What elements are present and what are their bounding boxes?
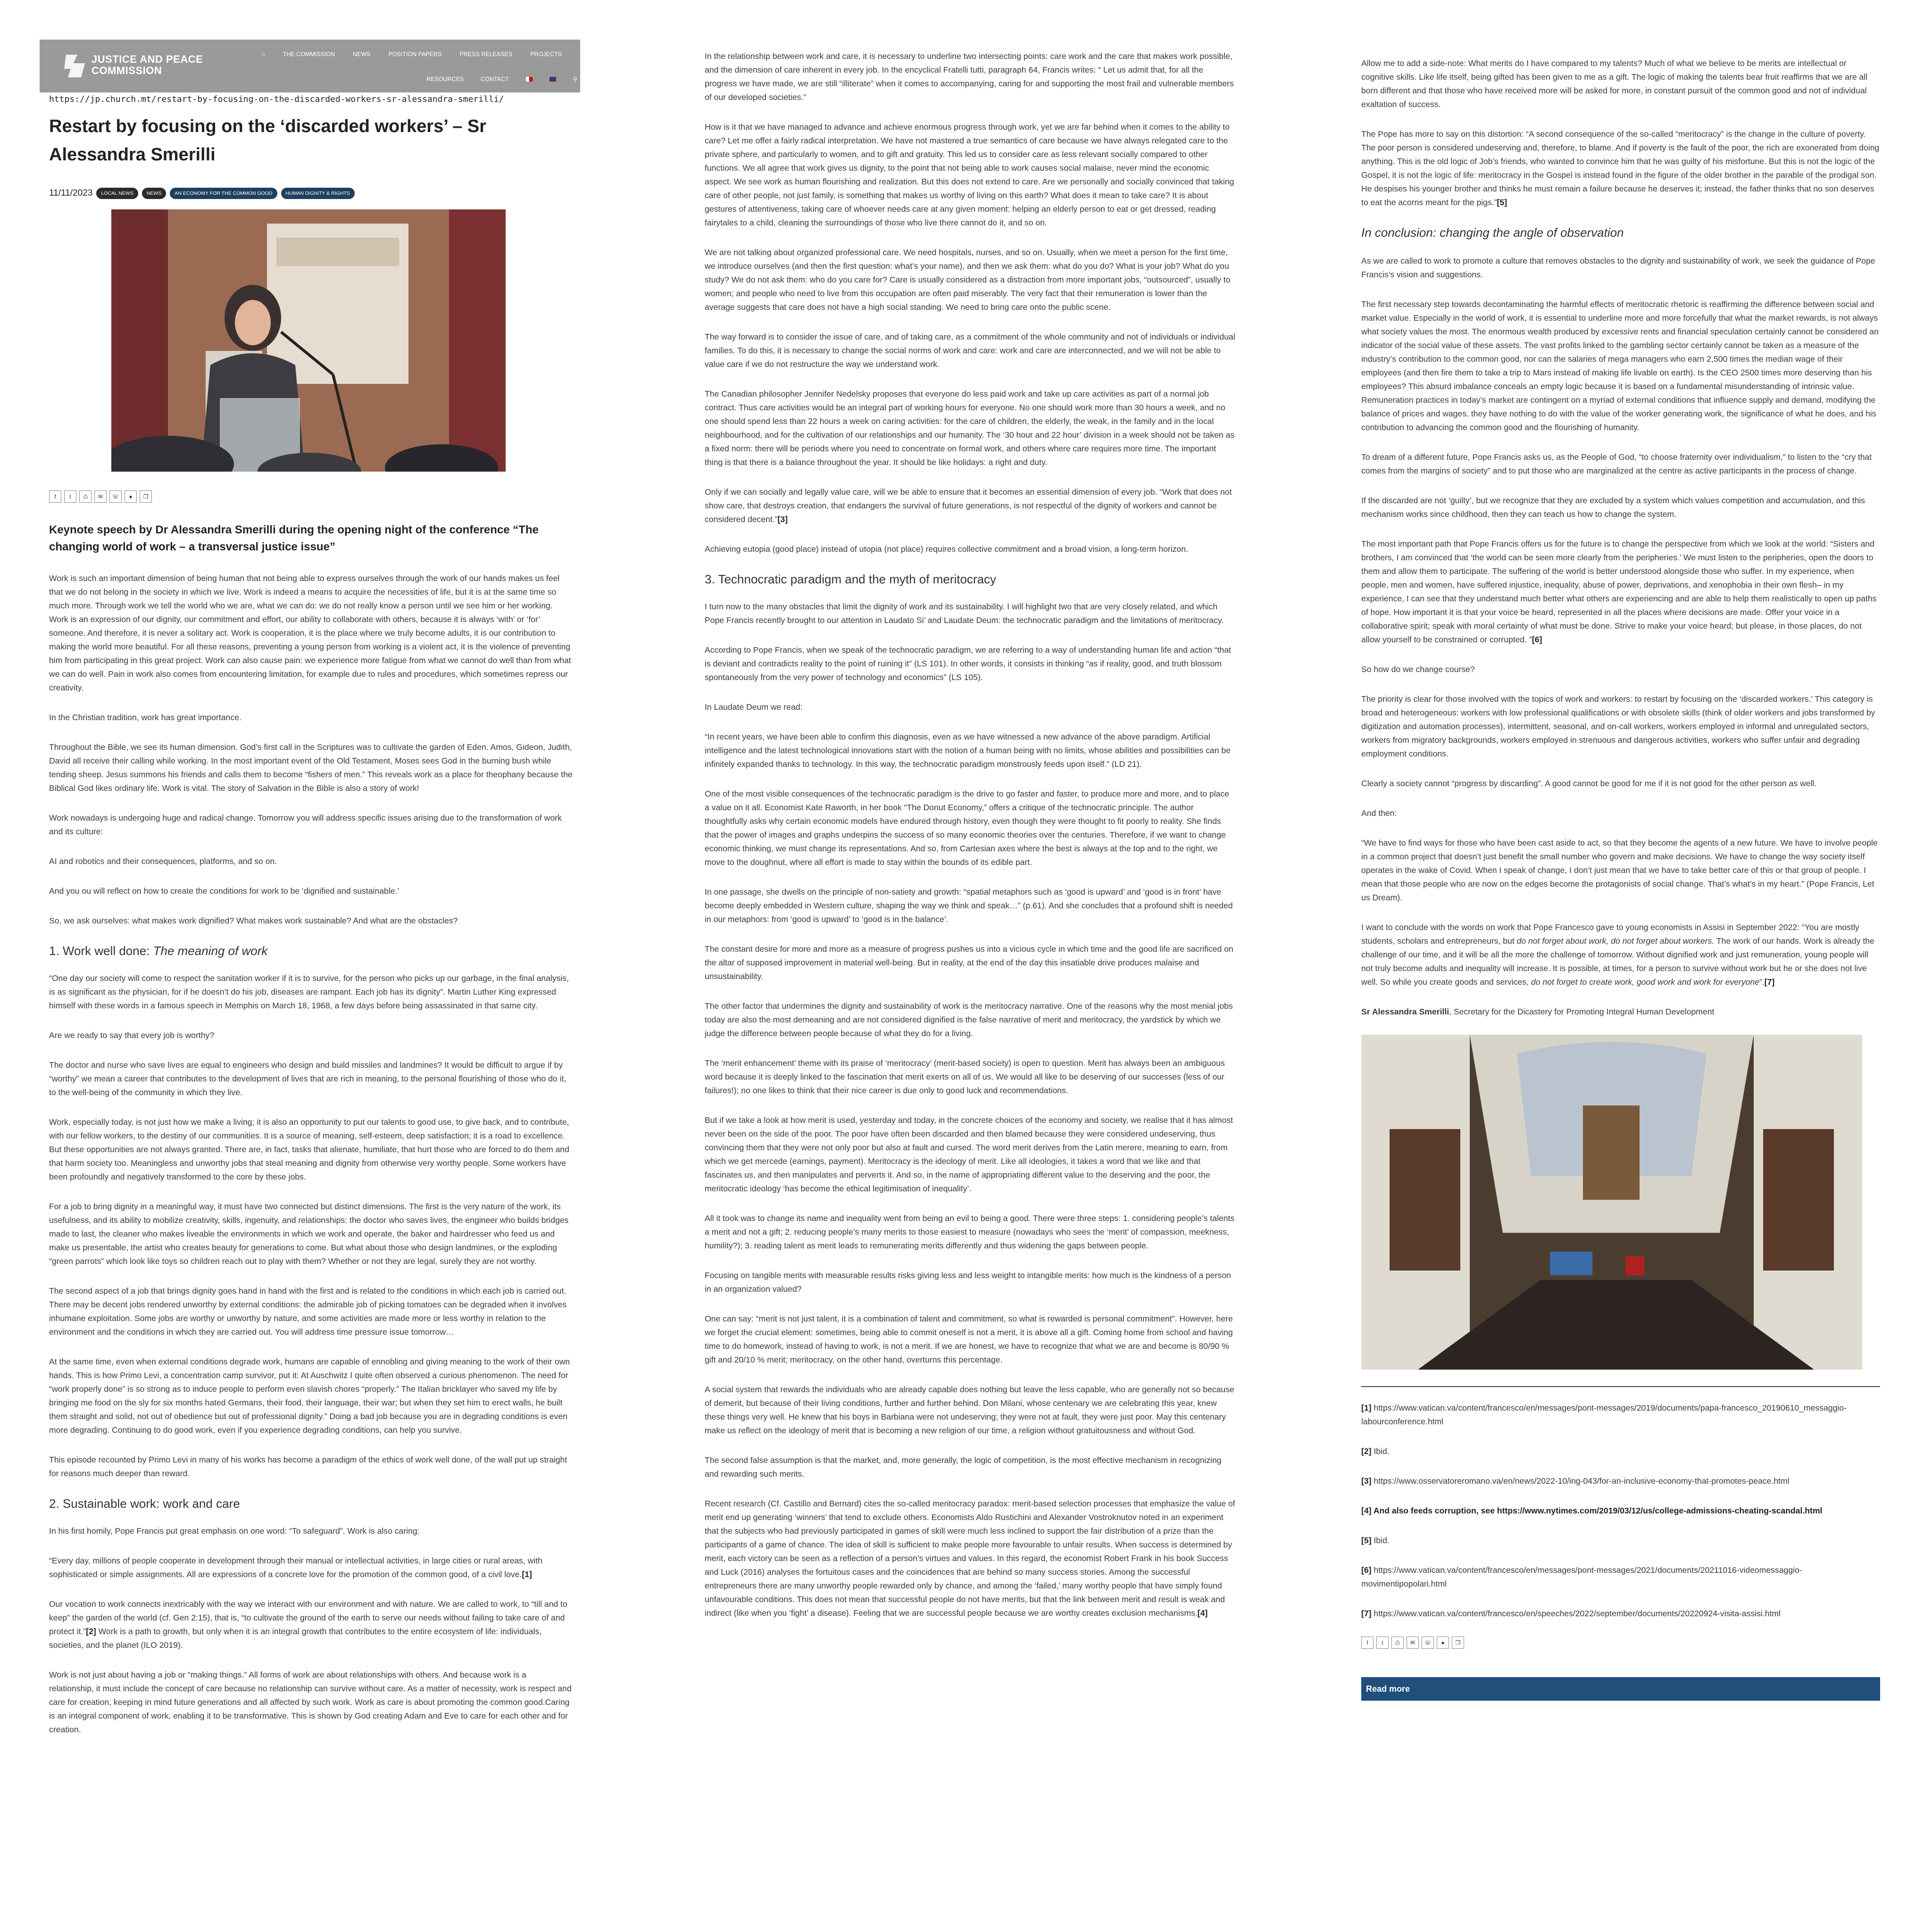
paragraph: Are we ready to say that every job is worthy?	[49, 1030, 215, 1040]
messenger-icon[interactable]: ●	[125, 490, 137, 503]
email-icon[interactable]: ✉	[1407, 1637, 1419, 1649]
paragraph: This episode recounted by Primo Levi in many of his works has become a paradigm of the ethics of work well done, of the wall put up straight for reasons much deeper than reward.	[49, 1455, 567, 1478]
tag-news[interactable]: NEWS	[142, 188, 167, 199]
paragraph: In Laudate Deum we read:	[705, 702, 803, 712]
paragraph: As we are called to work to promote a culture that removes obstacles to the dignity and sustainability of work, we seek the guidance of Pope Francis’s vision and suggestions.	[1361, 256, 1875, 279]
footnote-number[interactable]: [6]	[1361, 1565, 1372, 1575]
logo-line-1: JUSTICE AND PEACE	[92, 53, 203, 65]
footnote-3	[1361, 1474, 1880, 1488]
footnotes-divider	[1361, 1386, 1880, 1387]
footnote-number[interactable]: [5]	[1361, 1536, 1372, 1545]
paragraph: Allow me to add a side-note: What merits do I have compared to my talents? Much of what we believe to be merits are intellectual or cognitive skills. Like life itself, being gifted has been given to me as a gift. The logic of making the talents bear fruit reaffirms that we are all born different and that those who have received more will be asked for more, in constant pursuit of the common good and not of individual exaltation of success.	[1361, 58, 1868, 109]
paragraph	[705, 485, 1236, 526]
paragraph	[1361, 921, 1880, 989]
paragraph-text: Our vocation to work connects inextricably with the way we interact with our environment and with nature. We are called to work, to “till and to keep” the garden of the world (cf. Gen 2:15), that is, “to cultivate the ground of the earth to serve our needs without failing to take care of and protect it.”	[49, 1599, 567, 1636]
footnote-text: Ibid.	[1371, 1446, 1390, 1456]
logo-line-2: COMMISSION	[92, 65, 162, 76]
paragraph: Work nowadays is undergoing huge and radical change. Tomorrow you will address specific issues arising due to the transformation of work and its culture:	[49, 813, 562, 836]
paragraph: The ‘merit enhancement’ theme with its praise of ‘meritocracy’ (merit-based society) is open to question. Merit has always been an ambiguous word because it is deeply linked to the fascination that merit exerts on all of us. We would all like to be deserving of our successes (less of our failures!); no one likes to think that their nice career is due only to good luck and recommendations.	[705, 1058, 1225, 1095]
paragraph: In his first homily, Pope Francis put great emphasis on one word: “To safeguard”. Work is also caring:	[49, 1526, 420, 1536]
paragraph: The second false assumption is that the market, and, more generally, the logic of competition, is the most effective mechanism in recognizing and rewarding such merits.	[705, 1455, 1222, 1479]
footnote-number[interactable]: [3]	[1361, 1476, 1372, 1486]
home-icon[interactable]: ⌂	[261, 51, 265, 58]
footnote-text[interactable]: https://www.vatican.va/content/francesco/en/messages/pont-messages/2019/documents/papa-francesco_20190610_messaggio-labourconference.html	[1361, 1403, 1847, 1426]
paragraph: The other factor that undermines the dignity and sustainability of work is the meritocracy narrative. One of the reasons why the most menial jobs today are also the most demeaning and are not considered dignified is the false narrative of merit and meritocracy, the yardstick by which we judge the difference between people because of what they do for a living.	[705, 1001, 1233, 1038]
section-heading-conclusion: In conclusion: changing the angle of observation	[1361, 225, 1624, 240]
copy-icon[interactable]: ❐	[140, 490, 152, 503]
nav-press-releases[interactable]: PRESS RELEASES	[459, 51, 513, 58]
paragraph: Work, especially today, is not just how we make a living; it is also an opportunity to put our talents to good use, to give back, and to contribute, with our fellow workers, to the destiny of our communities. It is a source of meaning, self-esteem, deep satisfaction; it is a road to excellence. But these opportunities are not always granted. There are, in fact, tasks that alienate, humiliate, that hurt those who are forced to do them and that harm society too. Meaningless and unworthy jobs that steal meaning and dignity from otherwise very worthy people. Some workers have been profoundly and negatively transformed to the core by these jobs.	[49, 1117, 569, 1181]
tag-local-news[interactable]: LOCAL NEWS	[96, 188, 138, 199]
page-title: Restart by focusing on the ‘discarded workers’ – Sr Alessandra Smerilli	[49, 116, 487, 165]
paragraph: Work is such an important dimension of being human that not being able to express ourselves through the work of our hands makes us feel that we do not belong in the society in which we live. Work is indeed a means to acquire the necessities of life, but it is at the same time so much more. Through work we tell the world who we are, what we can do: we do not really know a person until we see him or her working. Work is an expression of our dignity, our commitment and effort, our ability to collaborate with others, because it is always ‘with’ or ‘for’ someone. And therefore, it is never a solitary act. Work is cooperation, it is the place where we truly become adults, it is our contribution to making the world more beautiful. For all these reasons, preventing a young person from working is a violent act, it is the violence of preventing him from participating in this great project. Work can also cause pain: we experience more fatigue from what we cannot do well than from what we can do well. Pain in work also comes from encountering limitation, for example due to rules and procedures, which sometimes repress our creativity.	[49, 573, 571, 692]
footnote-2	[1361, 1445, 1880, 1458]
paragraph: Work is not just about having a job or “making things.” All forms of work are about relationships with others. And because work is a relationship, it must include the concept of care because no relationship can survive without care. As a matter of necessity, work is respect and care for creation, keeping in mind future generations and all affected by such work. Work as care is about promoting the common good.Caring is an integral component of work, enabling it to be transformative. This is shown by God creating Adam and Eve to care for each other and for creation.	[49, 1670, 572, 1734]
footnote-link-2[interactable]: [2]	[86, 1627, 96, 1636]
footnote-link-7[interactable]: [7]	[1764, 977, 1775, 987]
paragraph	[1361, 127, 1880, 209]
paragraph: In the Christian tradition, work has great importance.	[49, 713, 242, 722]
section-heading-1-em: The meaning of work	[153, 944, 268, 958]
footnote-link-1[interactable]: [1]	[522, 1570, 532, 1579]
footnote-5	[1361, 1534, 1880, 1547]
paragraph: In the relationship between work and care, it is necessary to underline two intersecting points: care work and the care that makes work possible, and the dimension of care inherent in every job. In the encyclical Fratelli tutti, paragraph 64, Francis writes: “ Let us admit that, for all the progress we have made, we are still “illiterate” when it comes to accompanying, caring for and supporting the most frail and vulnerable members of our developed societies.”	[705, 51, 1234, 102]
flag-maltese-icon[interactable]	[526, 77, 533, 82]
share-bar-bottom	[1361, 1637, 1880, 1649]
section-heading-3: 3. Technocratic paradigm and the myth of meritocracy	[705, 572, 997, 586]
paragraph-text: The Pope has more to say on this distortion: “A second consequence of the so-called “meritocracy” is the change in the culture of poverty. The poor person is considered undeserving and, therefore, to blame. And if poverty is the fault of the poor, the rich are exonerated from doing anything. This is the old logic of Job’s friends, who wanted to convince him that he was guilty of his misfortune. But this is not the logic of the Gospel, it is not the logic of life: meritocracy in the Gospel is instead found in the figure of the older brother in the parable of the prodigal son. He despises his younger brother and thinks he must remain a failure because he deserves it; instead, the father thinks that no son deserves to eat the acorns meant for the pigs.”	[1361, 129, 1880, 207]
article-column-2	[705, 50, 1236, 1636]
section-heading-1-number: 1. Work well done:	[49, 944, 153, 958]
article-column-3	[1361, 57, 1880, 1701]
paragraph: But if we take a look at how merit is used, yesterday and today, in the concrete choices of the economy and society, we realise that it has almost never been on the side of the poor. The poor have often been discarded and then blamed because they were considered undeserving, thus convincing them that they were not only poor but also at fault and cursed. The word merit derives from the Latin merere, meaning to earn, from which we get mercede (earnings, payment). Meritocracy is the ideology of merit. Like all ideologies, it takes a word that we like and that fascinates us, and then manipulates and perverts it. And so, in the name of appropriating different value to the deserving and the poor, the meritocratic ideology ‘has become the ethical legitimisation of inequality’.	[705, 1115, 1233, 1193]
signature-role: , Secretary for the Dicastery for Promoting Integral Human Development	[1449, 1007, 1715, 1016]
print-icon[interactable]: ⎙	[1391, 1637, 1404, 1649]
paragraph-text: The most important path that Pope Francis offers us for the future is to change the perspective from which we look at the world: “Sisters and brothers, I am convinced that ‘the world can be seen more clearly from the peripheries.’ We must listen to the peripheries, open the doors to them and allow them to participate. The suffering of the world is better understood alongside those who suffer. In my experience, when people, men and women, have suffered injustice, inequality, abuse of power, deprivations, and xenophobia in their own flesh– in my experience, I can see that they understand much better what others are experiencing and are able to help them realistically to open up paths of hope. How important it is that your voice be heard, represented in all the places where decisions are made. Offer your voice in a collaborative spirit; speak with moral certainty of what must be done. Strive to make your voice heard; but please, in those places, do not allow yourself to be constrained or corrupted. ”	[1361, 539, 1877, 644]
footnote-number[interactable]: [4]	[1361, 1506, 1372, 1515]
paragraph: AI and robotics and their consequences, platforms, and so on.	[49, 856, 277, 866]
paragraph-text: The work of our hands. Work is already the challenge of our time, and it will be all the more the challenge of tomorrow. Without dignified work and just remuneration, young people will not truly become adults and inequality will increase. It is possible, at times, for a person to survive without work but he or she does not live well. So while you create goods and services,	[1361, 936, 1874, 987]
footnote-text[interactable]: https://www.vatican.va/content/francesco/en/messages/pont-messages/2021/documents/20211016-videomessaggio-movimentipopolari.html	[1361, 1565, 1802, 1588]
quote-text: “Every day, millions of people cooperate in development through their manual or intellectual activities, in large cities or rural areas, with sophisticated or simple assignments. All are expressions of a concrete love for the promotion of the common good, of a civil love.	[49, 1556, 543, 1579]
share-bar-top	[49, 490, 152, 503]
messenger-icon[interactable]: ●	[1437, 1637, 1449, 1649]
paragraph: I turn now to the many obstacles that limit the dignity of work and its sustainability. I will highlight two that are very closely related, and which Pope Francis recently brought to our attention in Laudato Si’ and Laudate Deum: the technocratic paradigm and the limitations of meritocracy.	[705, 602, 1224, 625]
footnote-number[interactable]: [2]	[1361, 1446, 1372, 1456]
section-heading-1	[49, 944, 573, 958]
paragraph: In one passage, she dwells on the principle of non-satiety and growth: “spatial metaphors such as ‘good is upward’ and ‘good is in front’ have become deeply embedded in Western culture, shaping the way we think and speak…” (p.61). And she concludes that a profound shift is needed in our metaphors: from ‘good is upward’ to ‘good is in the balance’.	[705, 887, 1233, 924]
facebook-icon[interactable]: f	[1361, 1637, 1374, 1649]
logo-text[interactable]	[92, 54, 203, 76]
post-date: 11/11/2023	[49, 188, 93, 198]
footnote-link-4[interactable]: [4]	[1197, 1608, 1208, 1618]
paragraph: The Canadian philosopher Jennifer Nedelsky proposes that everyone do less paid work and take up care activities as part of a normal job contract. Thus care activities would be an integral part of working hours for everyone. No one should work more than 30 hours a week, and no one should spend less than 22 hours a week on caring activities: for the care of children, the elderly, the weak, in the family and in the local neighbourhood, and for the cultivation of our relationships and our humanity. The ‘30 hour and 22 hour’ division in a week should not be taken as a fixed norm: there will be periods where you need to concentrate on formal work, and others where care requires more time. The important thing is that there is a balance throughout the year. It should be like holidays: a right and duty.	[705, 389, 1235, 467]
paragraph-text: Recent research (Cf. Castillo and Bernard) cites the so-called meritocracy paradox: merit-based selection processes that emphasize the value of merit end up generating ‘winners’ that tend to exclude others. Economists Aldo Rustichini and Alexander Vostroknutov noted in an experiment that the subjects who had previously participated in games of skill were much less inclined to support the fair distribution of a prize than the participants of a game of chance. The idea of skill is sufficient to make people more favourable to unfair results. When success is determined by merit, each victory can be seen as a reflection of a person’s virtues and values. In this regard, the economist Robert Frank in his book Success and Luck (2016) analyses the fortuitous cases and the coincidences that are behind so many success stories. Among the successful entrepreneurs there are many unworthy people rewarded only by chance, and among the ‘failed,’ many worthy people that have simply found unfavourable conditions. This does not mean that successful people do not have merits, but that the link between merit and result is weak and indirect (like when you ‘fight’ a disease). Feeling that we are successful people because we are worthy creates exclusion mechanisms.	[705, 1499, 1235, 1618]
whatsapp-icon[interactable]: ☏	[1422, 1637, 1434, 1649]
paragraph: One can say: “merit is not just talent, it is a combination of talent and commitment, so what is rewarded is personal commitment”. However, here we forget the crucial element: sometimes, being able to commit oneself is not a merit, it is above all a gift. Coming home from school and having time to do homework, instead of having to work, is not a merit. If we are honest, we have to recognize that what we are and become is 80/90 % gift and 20/10 % merit; meritocracy, on the other hand, overturns this percentage.	[705, 1314, 1233, 1364]
secondary-nav	[426, 75, 577, 83]
paragraph: The constant desire for more and more as a measure of progress pushes us into a vicious cycle in which time and the good life are sacrificed on the altar of supposed improvement in material well-being. But in reality, at the end of the day this insatiable drive produces malaise and unsustainability.	[705, 944, 1233, 981]
footnote-link-6[interactable]: [6]	[1532, 635, 1542, 644]
site-header	[40, 40, 580, 92]
nav-resources[interactable]: RESOURCES	[426, 75, 464, 83]
tag-economy-common-good[interactable]: AN ECONOMY FOR THE COMMON GOOD	[170, 188, 277, 199]
signature-name: Sr Alessandra Smerilli	[1361, 1007, 1449, 1016]
nav-news[interactable]: NEWS	[352, 51, 371, 58]
twitter-icon[interactable]: t	[64, 490, 76, 503]
paragraph: How is it that we have managed to advance and achieve enormous progress through work, yet we are far behind when it comes to the ability to care? Let me offer a fairly radical interpretation. We have not mastered a true semantics of care because we have always relegated care to the private sphere, and particularly to women, and to gift and gratuity. This led us to consider care as less relevant socially compared to other functions. We all agree that work gives us dignity, to the point that not being able to work causes social malaise, never mind the economic aspect. We see work as human flourishing and realization. But this does not extend to care. Are we personally and socially convinced that taking care of other people, not just family, is something that makes us worthy of living on this earth? What does it mean to take care? It is about gestures of attentiveness, taking care of whoever needs care at any given moment: helping an elderly person to eat or get dressed, reading fairytales to a child, cleaning the surroundings of those who live there cannot do it, and so on.	[705, 122, 1234, 227]
paragraph: The priority is clear for those involved with the topics of work and workers: to restart by focusing on the ‘discarded workers.’ This category is broad and heterogeneous: workers with low professional qualifications or with obsolete skills (think of older workers and jobs transformed by digitization and automation processes), intermittent, seasonal, and on-call workers, workers employed in informal and unregulated sectors, workers from migratory backgrounds, workers employed in strenuous and dangerous activities, workers who suffer unfair and degrading employment conditions.	[1361, 694, 1875, 758]
copy-icon[interactable]: ❐	[1452, 1637, 1464, 1649]
logo-icon[interactable]	[63, 53, 88, 79]
paragraph: So, we ask ourselves: what makes work dignified? What makes work sustainable? And what are the obstacles?	[49, 916, 458, 925]
paragraph: A social system that rewards the individuals who are already capable does nothing but leave the less capable, who are generally not so because of demerit, but because of their living conditions, further and further behind. Don Milani, whose centenary we are celebrating this year, knew these things very well. He knew that his boys in Barbiana were not undeserving; they were not at fault, they were just poor. May this centenary make us reflect on the ideology of merit that is becoming a new religion of our time, a religion without gratuitousness and without God.	[705, 1385, 1234, 1435]
article-column-1	[49, 572, 573, 1753]
read-more-button[interactable]: Read more	[1361, 1677, 1880, 1701]
paragraph: At the same time, even when external conditions degrade work, humans are capable of ennobling and giving meaning to the work of their own hands. This is how Primo Levi, a concentration camp survivor, put it: At Auschwitz I quite often observed a curious phenomenon. The need for “work properly done” is so strong as to induce people to perform even slavish chores “properly.” The Italian bricklayer who saved my life by bringing me food on the sly for six months hated Germans, their food, their language, their war; but when they set him to erect walls, he built them straight and solid, not out of obedience but out of professional dignity.” Doing a bad job because you are in degrading conditions is even more degrading. Continuing to do good work, even if you experience degrading conditions, can help you survive.	[49, 1357, 570, 1435]
post-meta	[49, 188, 355, 199]
print-icon[interactable]: ⎙	[79, 490, 92, 503]
paragraph	[1361, 537, 1880, 647]
footnote-text: Ibid.	[1371, 1536, 1390, 1545]
section-heading-2: 2. Sustainable work: work and care	[49, 1496, 240, 1511]
paragraph: We are not talking about organized professional care. We need hospitals, nurses, and so on. Usually, when we meet a person for the first time, we introduce ourselves (and then the first question: what’s your name), and then we ask them: what do you do? What is your job? What do you study? We do not ask them: who do you care for? Care is usually considered as a distraction from more important jobs, “outsourced”, usually to women; and people who need to live from this occupation are often paid miserably. The very fact that their remuneration is lower than the average suggests that care does not have a high social standing. We need to bring care onto the public scene.	[705, 248, 1231, 312]
paragraph-text: Only if we can socially and legally value care, will we be able to ensure that it becomes an essential dimension of every job. “Work that does not show care, that destroys creation, that endangers the survival of future generations, is not respectful of the dignity of workers and cannot be considered decent.”	[705, 487, 1232, 524]
footnote-7	[1361, 1607, 1880, 1621]
footnote-1	[1361, 1401, 1880, 1429]
paragraph-text: ”.	[1759, 977, 1765, 987]
paragraph: Throughout the Bible, we see its human dimension. God’s first call in the Scriptures was to cultivate the garden of Eden. Amos, Gideon, Judith, David all receive their calling while working. In the most important event of the Old Testament, Moses sees God in the burning bush while tending sheep. Jesus summons his friends and calls them to become “fishers of men.” This reveals work as a place for theophany because the Biblical God likes ordinary life. Work is vital. The story of Salvation in the Bible is also a story of work!	[49, 742, 573, 793]
paragraph: So how do we change course?	[1361, 665, 1475, 674]
paragraph: And then:	[1361, 808, 1397, 818]
paragraph	[49, 1554, 573, 1581]
paragraph: The way forward is to consider the issue of care, and of taking care, as a commitment of the whole community and not of individuals or individual families. To do this, it is necessary to change the social norms of work and care: work and care are interconnected, and we will not be able to value care if we do not restructure the way we understand work.	[705, 332, 1235, 369]
footnote-number[interactable]: [1]	[1361, 1403, 1372, 1413]
nav-position-papers[interactable]: POSITION PAPERS	[388, 51, 442, 58]
keynote-heading: Keynote speech by Dr Alessandra Smerilli during the opening night of the conference “The changing world of work – a transversal justice issue”	[49, 524, 539, 553]
paragraph	[705, 1497, 1236, 1620]
paragraph: For a job to bring dignity in a meaningful way, it must have two connected but distinct dimensions. The first is the very nature of the work, its usefulness, and its ability to mobilize creativity, skills, ingenuity, and relationships: the doctor who saves lives, the engineer who builds bridges made to last, the cleaner who makes liveable the environments in which we work and operate, the baker and hairdresser who feed us and make us presentable, the artist who creates beauty for generations to come. But what about those who design landmines, or the exploding “green parrots” which look like toys so children reach out to play with them? Whether or not they are legal, surely they are not worthy.	[49, 1202, 569, 1266]
footnote-number[interactable]: [7]	[1361, 1609, 1372, 1618]
footnote-4	[1361, 1504, 1880, 1518]
paragraph: “One day our society will come to respect the sanitation worker if it is to survive, for the person who picks up our garbage, in the final analysis, is as significant as the physician, for if he doesn’t do his job, diseases are rampant. Each job has its dignity”. Martin Luther King expressed himself with these words in a famous speech in Memphis on March 18, 1968, a few days before being assassinated in that same city.	[49, 973, 569, 1010]
main-nav	[261, 51, 580, 58]
paragraph-emphasis: do not forget to create work, good work and work for everyone	[1531, 977, 1759, 987]
tag-human-dignity[interactable]: HUMAN DIGNITY & RIGHTS	[281, 188, 355, 199]
paragraph: Achieving eutopia (good place) instead of utopia (not place) requires collective commitment and a broad vision, a long-term horizon.	[705, 544, 1188, 554]
paragraph: The first necessary step towards decontaminating the harmful effects of meritocratic rhetoric is reaffirming the difference between social and market value. Especially in the world of work, it is essential to underline more and more forcefully that what the market rewards, is not always what society values the most. The enormous wealth produced by excessive rents and financial speculation certainly cannot be considered an indicator of the social value of these assets. The vast profits linked to the gambling sector certainly cannot be taken as a measure of the industry’s contribution to the common good, nor can the salaries of mega managers who earn 2,500 times the median wage of their employees (and then fire them to take a trip to Mars instead of making life livable on earth). Is the CEO 2500 times more deserving than his employees? This absurd imbalance conceals an empty logic because it is based on a fundamental misunderstanding of intrinsic value. Remuneration practices in today’s market are contingent on a myriad of external conditions that influence supply and demand, modifying the balance of prices and wages. they have nothing to do with the value of the worker generating work, the significance of what he does, and his contribution to advancing the common good and the flourishing of humanity.	[1361, 299, 1879, 432]
paragraph: One of the most visible consequences of the technocratic paradigm is the drive to go faster and faster, to produce more and more, and to place a value on it all. Economist Kate Raworth, in her book “The Donut Economy,” offers a critique of the technocratic principle. The author thoughtfully asks why certain economic models have endured through history, even though they were thought to fit poorly to reality. She finds that the power of images and graphs underpins the success of so many economic theories over the centuries. Therefore, if we want to change economic thinking, we must change its representations. And so, from Cartesian axes where the best is always at the top and to the right, we move to the doughnut, where all effort is made to stay within the bounds of its edible part.	[705, 789, 1229, 867]
facebook-icon[interactable]: f	[49, 490, 61, 503]
footnote-link-5[interactable]: [5]	[1497, 198, 1507, 207]
nav-contact[interactable]: CONTACT	[481, 75, 509, 83]
flag-english-icon[interactable]	[550, 77, 556, 82]
page-url: https://jp.church.mt/restart-by-focusing-on-the-discarded-workers-sr-alessandra-smerilli/	[49, 94, 504, 104]
paragraph: “In recent years, we have been able to confirm this diagnosis, even as we have witnessed a new advance of the above paradigm. Artificial intelligence and the latest technological innovations start with the notion of a human being with no limits, whose abilities and possibilities can be infinitely expanded thanks to technology. In this way, the technocratic paradigm monstrously feeds upon itself.” (LD 21).	[705, 732, 1231, 769]
paragraph: Clearly a society cannot “progress by discarding”. A good cannot be good for me if it is not good for the other person as well.	[1361, 779, 1817, 788]
whatsapp-icon[interactable]: ☏	[109, 490, 122, 503]
paragraph: According to Pope Francis, when we speak of the technocratic paradigm, we are referring to a way of understanding human life and action “that is deviant and contradicts reality to the point of ruining it” (LS 101). In other words, it consists in thinking “as if reality, good, and truth blossom spontaneously from the very power of technology and economics” (LS 105).	[705, 645, 1231, 682]
paragraph-text: Work is a path to growth, but only when it is an integral growth that contributes to the entire ecosystem of life: individuals, societies, and the planet (ILO 2019).	[49, 1627, 542, 1650]
conference-hall-photo	[1361, 1035, 1862, 1370]
footnote-text[interactable]: https://www.osservatoreromano.va/en/news/2022-10/ing-043/for-an-inclusive-economy-that-promotes-peace.html	[1371, 1476, 1790, 1486]
paragraph: To dream of a different future, Pope Francis asks us, as the People of God, “to choose fraternity over individualism,” to listen to the “cry that comes from the margins of society” and to put those who are marginalized at the centre as active participants in the process of change.	[1361, 452, 1872, 475]
search-icon[interactable]: ⚲	[573, 76, 577, 83]
paragraph	[49, 1597, 573, 1652]
signature	[1361, 1005, 1880, 1019]
speaker-photo	[111, 209, 506, 472]
paragraph: Focusing on tangible merits with measurable results risks giving less and less weight to intangible merits: how much is the kindness of a person in an organization valued?	[705, 1271, 1231, 1294]
footnote-link-3[interactable]: [3]	[777, 515, 788, 524]
nav-projects[interactable]: PROJECTS	[530, 51, 562, 58]
paragraph-emphasis: do not forget about work, do not forget about workers.	[1516, 936, 1715, 946]
paragraph-text: I want to conclude with the words on work that Pope Francesco gave to young economists in Assisi in September 2022: “You are mostly students, scholars and entrepreneurs, but	[1361, 922, 1859, 946]
footnote-text[interactable]: And also feeds corruption, see https://www.nytimes.com/2019/03/12/us/college-admissions-cheating-scandal.html	[1371, 1506, 1823, 1515]
paragraph: If the discarded are not ‘guilty’, but we recognize that they are excluded by a system which values competition and accumulation, and this mechanism works since childhood, then they can teach us how to change the system.	[1361, 496, 1865, 519]
paragraph: All it took was to change its name and inequality went from being an evil to being a good. There were three steps: 1. considering people’s talents a merit and not a gift; 2. reducing people’s many merits to those easiest to measure (nowadays who sees the ‘merit’ of compassion, meekness, humility?); 3. reading talent as merit leads to remunerating merits differently and thus widening the gaps between people.	[705, 1213, 1235, 1250]
nav-the-commission[interactable]: THE COMMISSION	[283, 51, 335, 58]
paragraph: And you ou will reflect on how to create the conditions for work to be ‘dignified and sustainable.’	[49, 886, 400, 896]
twitter-icon[interactable]: t	[1376, 1637, 1389, 1649]
footnote-6	[1361, 1563, 1880, 1591]
email-icon[interactable]: ✉	[94, 490, 107, 503]
footnote-text[interactable]: https://www.vatican.va/content/francesco/en/speeches/2022/september/documents/20220924-visita-assisi.html	[1371, 1609, 1781, 1618]
paragraph: “We have to find ways for those who have been cast aside to act, so that they become the agents of a new future. We have to involve people in a common project that doesn’t just benefit the small number who govern and make decisions. We have to change the way society itself operates in the wake of Covid. When I speak of change, I don’t just mean that we have to take better care of this or that group of people. I mean that those people who are now on the edges become the protagonists of social change. That’s what’s in my heart.” (Pope Francis, Let us Dream).	[1361, 838, 1878, 902]
paragraph: The doctor and nurse who save lives are equal to engineers who design and build missiles and landmines? It would be difficult to argue if by “worthy” we mean a career that contributes to the development of lives that are rich in meaning, to the personal flourishing of those who do it, to the well-being of the community in which they live.	[49, 1060, 566, 1097]
paragraph: The second aspect of a job that brings dignity goes hand in hand with the first and is related to the conditions in which each job is carried out. There may be decent jobs rendered unworthy by external conditions: the admirable job of picking tomatoes can be degraded when it involves inhumane exploitation. Some jobs are worthy or unworthy by nature, and some activities are made more or less worthy in relation to the environment and the conditions in which they are carried out. You will address time pressure issue tomorrow…	[49, 1286, 567, 1337]
